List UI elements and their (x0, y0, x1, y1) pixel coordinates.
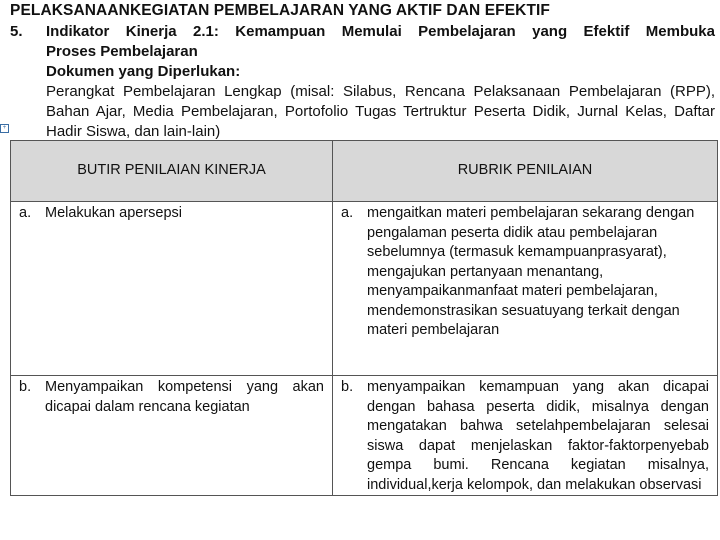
page-title: PELAKSANAANKEGIATAN PEMBELAJARAN YANG AKTIF DAN EFEKTIF (10, 2, 550, 19)
indicator-title: Indikator Kinerja 2.1: Kemampuan Memulai Pembelajaran yang Efektif Membuka (46, 23, 715, 40)
rubric-text: mengaitkan materi pembelajaran sekarang dengan pengalaman peserta didik atau pembelajaran sebelumnya (termasuk kemampuanprasyarat), mengajukan pertanyaan menantang, menyampaikanmanfaat materi pembelajaran, mendemonstrasikan sesuatuyang terkait dengan materi pembelajaran (367, 205, 695, 338)
indicator-title-continued: Proses Pembelajaran (46, 43, 198, 60)
rubric-letter: b. (341, 379, 354, 395)
section-number: 5. (10, 23, 23, 40)
documents-heading: Dokumen yang Diperlukan: (46, 63, 241, 80)
table-row (11, 202, 718, 376)
indicator-section (10, 22, 715, 142)
assessment-table (10, 140, 718, 496)
rubric-cell (333, 376, 718, 496)
table-header-row (11, 141, 718, 202)
rubric-text: menyampaikan kemampuan yang akan dicapai dengan bahasa peserta didik, misalnya dengan mengatakan bahwa setelahpembelajaran selesai siswa dapat menjelaskan faktor-faktorpenyebab gempa bumi. Rencana kegiatan misalnya, individual,kerja kelompok, dan melakukan observasi (367, 379, 709, 493)
column-header-rubric: RUBRIK PENILAIAN (333, 141, 718, 202)
item-text: Melakukan apersepsi (45, 205, 183, 221)
item-letter: a. (19, 205, 32, 221)
rubric-cell (333, 202, 718, 376)
table-row (11, 376, 718, 496)
rubric-letter: a. (341, 205, 354, 221)
performance-item-cell (11, 202, 333, 376)
documents-text: Perangkat Pembelajaran Lengkap (misal: Silabus, Rencana Pelaksanaan Pembelajaran (RPP), Bahan Ajar, Media Pembelajaran, Portofolio Tugas Tertruktur Peserta Didik, Jurnal Kelas, Daftar Hadir Siswa, dan lain-lain) (46, 83, 715, 140)
item-text: Menyampaikan kompetensi yang akan dicapai dalam rencana kegiatan (45, 379, 324, 415)
table-move-handle-icon[interactable]: + (0, 124, 9, 133)
item-letter: b. (19, 379, 32, 395)
column-header-performance-items: BUTIR PENILAIAN KINERJA (11, 141, 333, 202)
performance-item-cell (11, 376, 333, 496)
